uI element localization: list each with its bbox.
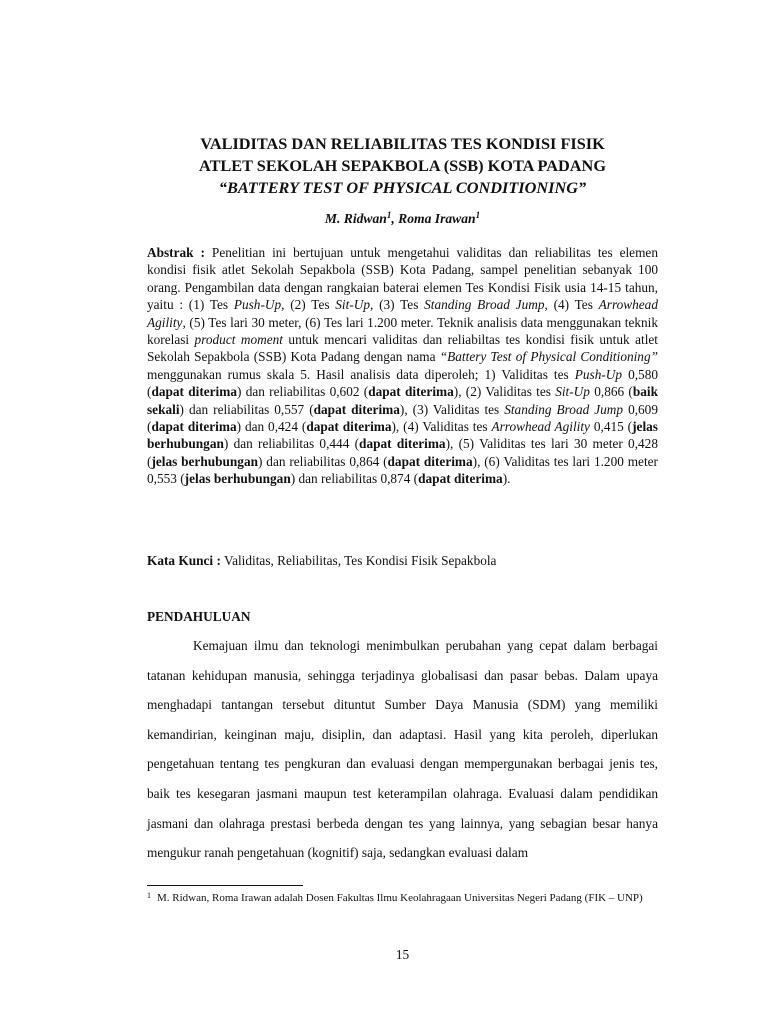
abstract-bold-result: dapat diterima xyxy=(418,471,503,487)
abstract-italic-term: product moment xyxy=(194,332,283,348)
abstract-bold-result: baik sekali xyxy=(147,384,658,417)
footnote xyxy=(147,891,658,906)
abstract-text: , (4) Tes xyxy=(544,297,599,313)
abstract-italic-term: Arrowhead Agility xyxy=(147,297,658,330)
abstract-text: ) dan reliabilitas 0,864 ( xyxy=(258,453,388,469)
abstract-italic-term: Push-Up xyxy=(574,366,623,382)
keywords-label: Kata Kunci : xyxy=(147,553,221,568)
abstract-text: 0,415 ( xyxy=(589,419,633,435)
abstract-bold-result: dapat diterima xyxy=(368,384,454,400)
abstract-text: menggunakan rumus skala 5. Hasil analisis data diperoleh; 1) Validitas tes xyxy=(147,366,575,382)
abstract xyxy=(147,244,658,488)
abstract-text: ), (3) Validitas tes xyxy=(399,401,505,417)
abstract-bold-result: dapat diterima xyxy=(313,401,400,417)
abstract-bold-result: dapat diterima xyxy=(387,453,473,469)
abstract-bold-result: jelas berhubungan xyxy=(147,419,658,452)
body-paragraph: Kemajuan ilmu dan teknologi menimbulkan perubahan yang cepat dalam berbagai tatanan kehidupan manusia, sehingga terjadinya globalisasi dan pasar bebas. Dalam upaya menghadapi tantangan tersebut dituntut Sumber Daya Manusia (SDM) yang memiliki kemandirian, keinginan maju, disiplin, dan adaptasi. Hasil yang kita peroleh, diperlukan pengetahuan tentang tes pengkuran dan evaluasi dengan mempergunakan berbagai jenis tes, baik tes kesegaran jasmani maupun test keterampilan olahraga. Evaluasi dalam pendidikan jasmani dan olahraga prestasi berbeda dengan tes yang lainnya, yang sebagian besar hanya mengukur ranah pengetahuan (kognitif) saja, sedangkan evaluasi dalam xyxy=(147,638,658,861)
abstract-italic-term: Arrowhead Agility xyxy=(491,419,590,435)
paper-title xyxy=(147,133,658,199)
abstract-text: ), (2) Validitas tes xyxy=(453,384,556,400)
page-number: 15 xyxy=(395,947,410,962)
abstract-italic-term: Sit-Up xyxy=(335,297,370,313)
author-affiliation-mark: 1 xyxy=(386,210,392,220)
abstract-text: , (3) Tes xyxy=(370,297,425,313)
author-separator: , xyxy=(391,211,399,226)
footnote-divider xyxy=(147,885,303,886)
abstract-text: 0,580 ( xyxy=(147,366,658,400)
abstract-text: ) dan reliabilitas 0,444 ( xyxy=(223,436,360,452)
author-name: Roma Irawan xyxy=(398,211,476,226)
abstract-text: untuk mencari validitas dan reliabiltas tes kondisi fisik untuk atlet Sekolah Sepakbola (SSB) Kota Padang dengan nama xyxy=(147,332,658,365)
abstract-italic-term: Sit-Up xyxy=(555,384,590,400)
abstract-bold-result: dapat diterima xyxy=(151,419,237,435)
abstract-bold-result: dapat diterima xyxy=(151,384,237,400)
abstract-italic-term: “Battery Test of Physical Conditioning” xyxy=(439,349,658,365)
abstract-text: , (5) Tes lari 30 meter, (6) Tes lari 1.200 meter. Teknik analisis data menggunakan teknik korelasi xyxy=(147,314,658,348)
section-heading: PENDAHULUAN xyxy=(147,609,251,624)
author-line xyxy=(147,211,658,227)
abstract-text: ) dan reliabilitas 0,874 ( xyxy=(290,471,419,487)
footnote-text: M. Ridwan, Roma Irawan adalah Dosen Fakultas Ilmu Keolahragaan Universitas Negeri Padang (FIK – UNP) xyxy=(157,892,643,904)
keywords xyxy=(147,552,658,569)
abstract-text: Penelitian ini bertujuan untuk mengetahui validitas dan reliabilitas tes elemen kondisi fisik atlet Sekolah Sepakbola (SSB) Kota Padang, sampel penelitian sebanyak 100 orang. Pengambilan data dengan rangkaian baterai elemen Tes Kondisi Fisik usia 14-15 tahun, yaitu : (1) Tes xyxy=(147,245,658,313)
abstract-italic-term: Push-Up xyxy=(233,297,282,313)
abstract-bold-result: jelas berhubungan xyxy=(184,471,291,487)
abstract-text: ) dan reliabilitas 0,557 ( xyxy=(179,401,314,417)
abstract-label: Abstrak : xyxy=(147,245,205,260)
abstract-text: ), (4) Validitas tes xyxy=(391,419,492,435)
keywords-text: Validitas, Reliabilitas, Tes Kondisi Fisik Sepakbola xyxy=(220,553,497,568)
title-line-2: ATLET SEKOLAH SEPAKBOLA (SSB) KOTA PADANG xyxy=(199,156,606,175)
abstract-text: 0,866 ( xyxy=(589,384,633,400)
abstract-italic-term: Standing Broad Jump xyxy=(504,401,624,417)
abstract-bold-result: dapat diterima xyxy=(359,436,446,452)
abstract-text: ) dan 0,424 ( xyxy=(236,419,307,435)
abstract-text: ) dan reliabilitas 0,602 ( xyxy=(236,384,369,400)
author-name: M. Ridwan xyxy=(324,211,387,226)
abstract-bold-result: jelas berhubungan xyxy=(151,453,259,469)
abstract-text: ), (6) Validitas tes lari 1.200 meter 0,553 ( xyxy=(147,453,658,487)
title-subtitle: “BATTERY TEST OF PHYSICAL CONDITIONING” xyxy=(218,178,587,197)
abstract-italic-term: Standing Broad Jump xyxy=(424,297,545,313)
footnote-mark: 1 xyxy=(147,891,151,900)
abstract-text: , (2) Tes xyxy=(281,297,336,313)
author-affiliation-mark: 1 xyxy=(475,210,481,220)
title-line-1: VALIDITAS DAN RELIABILITAS TES KONDISI FISIK xyxy=(200,134,605,153)
abstract-text: ). xyxy=(502,471,511,487)
abstract-text: 0,609 ( xyxy=(147,401,658,435)
abstract-bold-result: dapat diterima xyxy=(306,419,392,435)
abstract-text: ), (5) Validitas tes lari 30 meter 0,428 ( xyxy=(147,436,658,469)
